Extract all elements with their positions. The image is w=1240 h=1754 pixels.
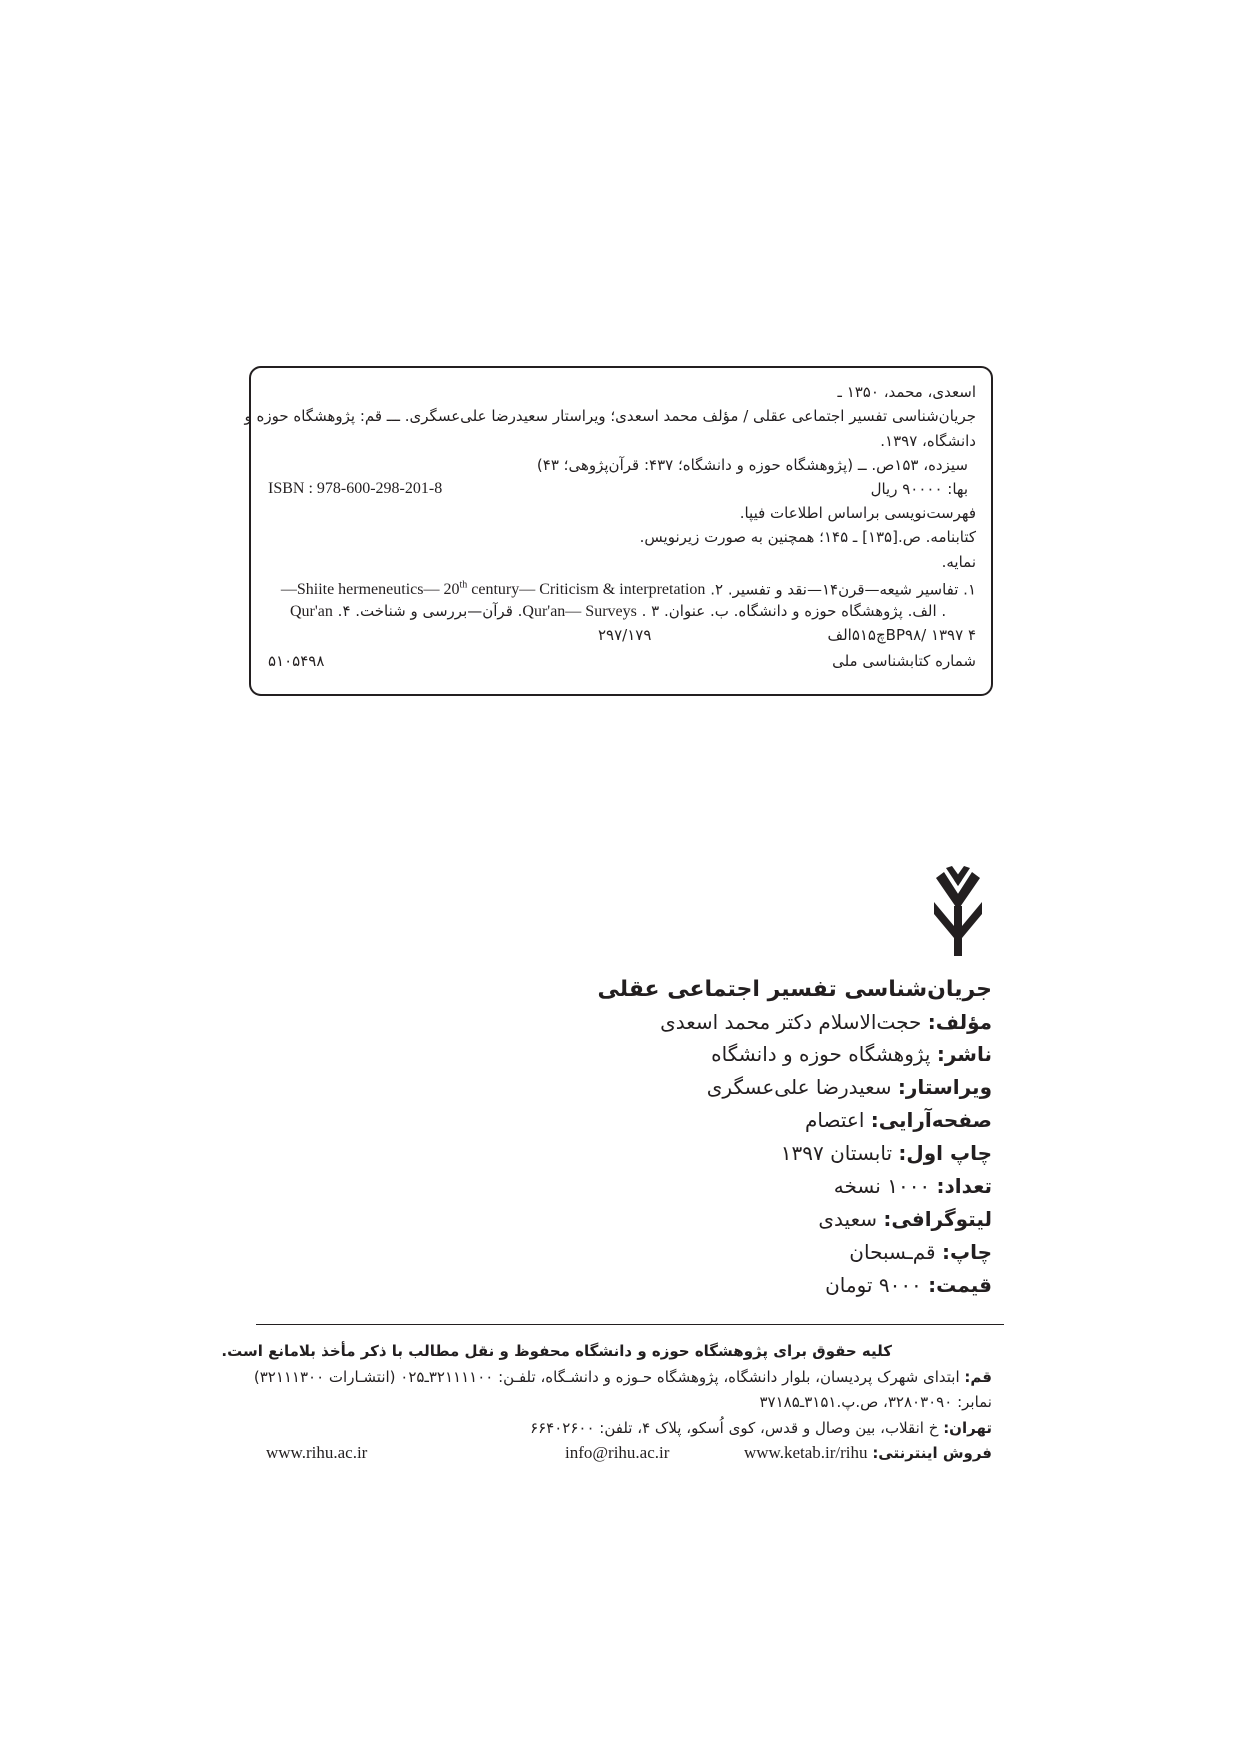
cip-isbn: ISBN : 978-600-298-201-8 [268,480,443,497]
publisher-logo-icon [932,866,984,956]
cip-subject-en: —Shiite hermeneutics— 20th century— Criticism & interpretation [280,580,706,599]
book-price: قیمت: ۹۰۰۰ تومان [825,1273,992,1297]
book-copies: تعداد: ۱۰۰۰ نسخه [833,1174,992,1198]
book-publisher: ناشر: پژوهشگاه حوزه و دانشگاه [711,1042,992,1066]
divider [256,1324,1004,1325]
fax-postbox: نمابر: ۳۲۸۰۳۰۹۰، ص.پ.۳۱۵۱ـ۳۷۱۸۵ [759,1393,992,1411]
cip-subject2-en2: Qur'an— Surveys [522,603,637,620]
cip-subject-fa: ۱. تفاسیر شیعه—قرن۱۴—نقد و تفسیر. ۲. [710,580,976,599]
online-sales-link[interactable]: www.ketab.ir/rihu [743,1443,868,1462]
book-edition: چاپ اول: تابستان ۱۳۹۷ [780,1141,992,1165]
book-title: جریان‌شناسی تفسیر اجتماعی عقلی [597,977,992,1002]
cip-ddc: ۲۹۷/۱۷۹ [598,626,652,644]
email-link[interactable]: info@rihu.ac.ir [565,1443,670,1462]
address-tehran: تهران: خ انقلاب، بین وصال و قدس، کوی اُسکو، پلاک ۴، تلفن: ۶۶۴۰۲۶۰۰ [530,1419,992,1437]
cip-subject2-fa2: . الف. پژوهشگاه حوزه و دانشگاه. ب. عنوان. [664,602,947,620]
cip-series-line: سیزده، ۱۵۳ص. ــ (پژوهشگاه حوزه و دانشگاه؛ ۴۳۷: قرآن‌پژوهی؛ ۴۳) [536,456,968,474]
cip-subject2-fa: . ۳. قرآن—بررسی و شناخت. ۴. [337,602,660,620]
cip-author-line: اسعدی، محمد، ۱۳۵۰ ـ [837,383,976,401]
cip-national-number: ۵۱۰۵۴۹۸ [268,652,325,670]
book-editor: ویراستار: سعیدرضا علی‌عسگری [706,1075,992,1099]
cip-publication-line: دانشگاه، ۱۳۹۷. [880,432,976,450]
cip-price: بها: ۹۰۰۰۰ ریال [870,480,968,498]
cip-title-line: جریان‌شناسی تفسیر اجتماعی عقلی / مؤلف محمد اسعدی؛ ویراستار سعیدرضا علی‌عسگری. ـــ قم: پژوهشگاه حوزه و [244,407,976,425]
cip-subject-1 [280,576,976,600]
address-qom: قم: ابتدای شهرک پردیسان، بلوار دانشگاه، پژوهشگاه حـوزه و دانشـگاه، تلفـن: ۳۲۱۱۱۱۰۰ـ۰۲۵ (انتشـارات ۳۲۱۱۱۳۰۰) [253,1368,992,1386]
cip-lcc: BP۹۸/ ۱۳۹۷ ۴چ۵۱۵الف [827,626,976,644]
online-sales: فروش اینترنتی: www.ketab.ir/rihu [743,1443,992,1462]
cip-fipa-note: فهرست‌نویسی براساس اطلاعات فیپا. [739,504,976,522]
book-layout: صفحه‌آرایی: اعتصام [805,1108,992,1132]
cip-subject-2 [290,601,976,622]
cip-bibliography-note: کتابنامه. ص.[۱۳۵] ـ ۱۴۵؛ همچنین به صورت زیرنویس. [639,528,976,546]
cip-national-label: شماره کتابشناسی ملی [832,652,976,670]
book-printing: چاپ: قم‌ـسبحان [849,1240,992,1264]
copyright-notice: کلیه حقوق برای پژوهشگاه حوزه و دانشگاه محفوظ و نقل مطالب با ذکر مأخذ بلامانع است. [221,1342,892,1360]
website-link[interactable]: www.rihu.ac.ir [266,1443,368,1462]
book-author: مؤلف: حجت‌الاسلام دکتر محمد اسعدی [660,1010,992,1034]
cip-index-note: نمایه. [941,553,976,571]
book-lithography: لیتوگرافی: سعیدی [818,1207,992,1231]
cip-subject2-en: Qur'an [290,603,333,620]
